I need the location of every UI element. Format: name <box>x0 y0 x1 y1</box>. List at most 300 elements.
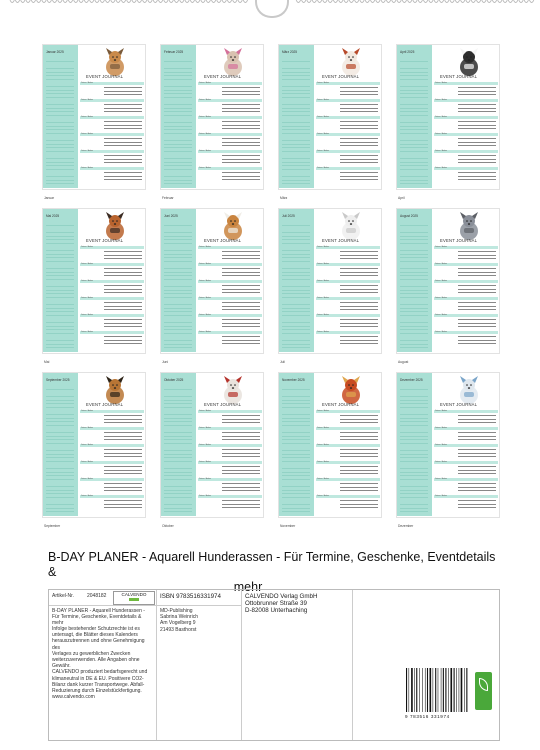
entry-line <box>222 490 260 491</box>
journal-entries <box>198 410 262 514</box>
entry-line <box>104 507 142 508</box>
entry-line <box>222 159 260 160</box>
entry-line <box>104 456 142 457</box>
entry-label: Datum / Anlass <box>435 444 448 446</box>
month-label: Januar <box>44 196 55 200</box>
entry-line <box>222 138 260 139</box>
entry-label: Datum / Anlass <box>81 167 94 169</box>
month-card <box>276 208 388 364</box>
journal-entry <box>80 116 144 133</box>
logo-stripe <box>129 598 139 601</box>
entry-line <box>340 504 378 505</box>
entry-line <box>340 145 378 146</box>
entry-line <box>222 272 260 273</box>
entry-line <box>458 490 496 491</box>
info-column-barcode <box>353 590 499 740</box>
author-line: Am Vogelberg 9 <box>160 620 196 627</box>
journal-entry <box>198 495 262 512</box>
entry-label: Datum / Anlass <box>199 99 212 101</box>
entry-line <box>458 336 496 337</box>
month-card <box>40 372 152 528</box>
entry-line <box>458 326 496 327</box>
entry-line <box>222 306 260 307</box>
journal-entry <box>316 116 380 133</box>
journal-entry <box>434 246 498 263</box>
date-lines <box>46 386 74 514</box>
entry-label: Datum / Anlass <box>317 331 330 333</box>
journal-entry <box>434 82 498 99</box>
month-label: September <box>44 524 61 528</box>
wire-binding <box>0 0 540 36</box>
journal-entry <box>198 297 262 314</box>
barcode-number: 9 783516 331974 <box>405 714 450 719</box>
entry-line <box>104 272 142 273</box>
dog-watercolor-icon <box>334 47 368 77</box>
entry-line <box>340 128 378 129</box>
entry-line <box>458 453 496 454</box>
entry-line <box>104 292 142 293</box>
entry-line <box>340 289 378 290</box>
entry-line <box>222 504 260 505</box>
entry-line <box>222 336 260 337</box>
date-lines <box>282 386 310 514</box>
dog-watercolor-icon <box>334 211 368 241</box>
dog-watercolor-icon <box>98 47 132 77</box>
date-lines <box>282 222 310 350</box>
journal-entry <box>316 133 380 150</box>
entry-line <box>104 422 142 423</box>
entry-label: Datum / Anlass <box>199 444 212 446</box>
entry-label: Datum / Anlass <box>81 150 94 152</box>
entry-line <box>340 439 378 440</box>
entry-label: Datum / Anlass <box>317 478 330 480</box>
entry-line <box>104 94 142 95</box>
dog-watercolor-icon <box>334 375 368 405</box>
author-address <box>160 608 198 633</box>
entry-line <box>340 326 378 327</box>
journal-entry <box>80 410 144 427</box>
entry-label: Datum / Anlass <box>317 297 330 299</box>
journal-entry <box>198 478 262 495</box>
entry-line <box>104 309 142 310</box>
entry-label: Datum / Anlass <box>81 82 94 84</box>
journal-entry <box>198 133 262 150</box>
entry-line <box>340 94 378 95</box>
event-journal-heading: EVENT JOURNAL <box>204 402 242 407</box>
legal-line: Reduzierung durch Einzelstückfertigung. <box>52 688 142 695</box>
journal-entry <box>434 461 498 478</box>
entry-label: Datum / Anlass <box>81 116 94 118</box>
journal-entries <box>80 246 144 350</box>
entry-label: Datum / Anlass <box>81 314 94 316</box>
entry-line <box>340 340 378 341</box>
entry-line <box>458 432 496 433</box>
journal-entry <box>80 427 144 444</box>
journal-entry <box>80 150 144 167</box>
entry-line <box>222 456 260 457</box>
entry-line <box>222 432 260 433</box>
month-card <box>40 44 152 200</box>
dog-watercolor-icon <box>98 375 132 405</box>
entry-line <box>222 87 260 88</box>
month-header: Oktober 2025 <box>164 378 184 382</box>
entry-line <box>104 91 142 92</box>
entry-label: Datum / Anlass <box>199 167 212 169</box>
entry-label: Datum / Anlass <box>199 427 212 429</box>
entry-line <box>104 470 142 471</box>
entry-line <box>340 87 378 88</box>
month-card <box>276 372 388 528</box>
entry-line <box>222 145 260 146</box>
entry-line <box>340 176 378 177</box>
entry-line <box>458 507 496 508</box>
entry-label: Datum / Anlass <box>81 427 94 429</box>
entry-label: Datum / Anlass <box>317 495 330 497</box>
journal-entry <box>80 280 144 297</box>
entry-line <box>340 179 378 180</box>
dog-watercolor-icon <box>452 211 486 241</box>
product-info-box <box>48 589 500 741</box>
event-journal-heading: EVENT JOURNAL <box>440 74 478 79</box>
entry-label: Datum / Anlass <box>81 495 94 497</box>
month-header: Juli 2025 <box>282 214 295 218</box>
entry-line <box>458 449 496 450</box>
entry-label: Datum / Anlass <box>317 410 330 412</box>
month-label: November <box>280 524 296 528</box>
entry-line <box>104 87 142 88</box>
entry-line <box>458 289 496 290</box>
entry-line <box>340 453 378 454</box>
journal-entry <box>316 410 380 427</box>
dog-watercolor-icon <box>452 47 486 77</box>
entry-line <box>104 302 142 303</box>
entry-line <box>222 340 260 341</box>
month-label: Dezember <box>398 524 414 528</box>
month-header: Juni 2025 <box>164 214 178 218</box>
entry-label: Datum / Anlass <box>435 280 448 282</box>
entry-line <box>222 258 260 259</box>
entry-label: Datum / Anlass <box>435 167 448 169</box>
entry-label: Datum / Anlass <box>81 410 94 412</box>
journal-entries <box>316 410 380 514</box>
entry-line <box>458 439 496 440</box>
entry-line <box>104 285 142 286</box>
journal-entry <box>316 461 380 478</box>
entry-line <box>458 473 496 474</box>
entry-line <box>340 422 378 423</box>
entry-line <box>458 302 496 303</box>
entry-line <box>340 111 378 112</box>
journal-entry <box>80 167 144 184</box>
entry-line <box>104 432 142 433</box>
entry-label: Datum / Anlass <box>435 297 448 299</box>
entry-line <box>104 258 142 259</box>
entry-line <box>340 419 378 420</box>
dog-watercolor-icon <box>452 375 486 405</box>
entry-label: Datum / Anlass <box>317 82 330 84</box>
legal-line: untersagt, die Blätter dieses Kalenders <box>52 632 138 639</box>
entry-line <box>340 91 378 92</box>
event-journal-heading: EVENT JOURNAL <box>322 402 360 407</box>
entry-line <box>458 255 496 256</box>
entry-line <box>458 162 496 163</box>
publisher-address <box>245 593 317 614</box>
entry-line <box>340 456 378 457</box>
journal-entry <box>316 314 380 331</box>
entry-line <box>458 142 496 143</box>
journal-entry <box>316 444 380 461</box>
entry-line <box>104 500 142 501</box>
entry-line <box>222 94 260 95</box>
journal-entry <box>80 444 144 461</box>
entry-line <box>104 251 142 252</box>
entry-line <box>104 138 142 139</box>
entry-line <box>222 268 260 269</box>
entry-label: Datum / Anlass <box>435 461 448 463</box>
journal-entries <box>80 410 144 514</box>
entry-line <box>340 275 378 276</box>
entry-line <box>104 125 142 126</box>
journal-entries <box>316 246 380 350</box>
entry-line <box>340 466 378 467</box>
journal-entry <box>80 263 144 280</box>
journal-entry <box>434 133 498 150</box>
month-header: März 2025 <box>282 50 298 54</box>
entry-label: Datum / Anlass <box>317 444 330 446</box>
entry-line <box>222 483 260 484</box>
entry-label: Datum / Anlass <box>81 133 94 135</box>
entry-line <box>222 125 260 126</box>
entry-line <box>222 121 260 122</box>
entry-line <box>222 453 260 454</box>
entry-line <box>458 500 496 501</box>
entry-line <box>458 268 496 269</box>
date-lines <box>164 58 192 186</box>
entry-label: Datum / Anlass <box>199 331 212 333</box>
journal-entry <box>434 263 498 280</box>
journal-entry <box>80 297 144 314</box>
entry-label: Datum / Anlass <box>199 478 212 480</box>
journal-entries <box>198 82 262 186</box>
entry-line <box>104 159 142 160</box>
entry-line <box>222 449 260 450</box>
entry-line <box>104 121 142 122</box>
entry-line <box>458 258 496 259</box>
month-card <box>158 372 270 528</box>
entry-label: Datum / Anlass <box>435 150 448 152</box>
article-number: 2048182 <box>87 593 107 599</box>
entry-line <box>458 159 496 160</box>
entry-label: Datum / Anlass <box>199 461 212 463</box>
journal-entry <box>198 150 262 167</box>
entry-line <box>340 336 378 337</box>
entry-line <box>340 302 378 303</box>
journal-entry <box>434 116 498 133</box>
journal-entry <box>198 314 262 331</box>
journal-entry <box>316 427 380 444</box>
journal-entries <box>80 82 144 186</box>
entry-line <box>458 272 496 273</box>
journal-entry <box>198 444 262 461</box>
journal-entry <box>80 82 144 99</box>
entry-label: Datum / Anlass <box>81 246 94 248</box>
entry-label: Datum / Anlass <box>435 263 448 265</box>
journal-entry <box>80 331 144 348</box>
journal-entry <box>434 99 498 116</box>
entry-line <box>340 162 378 163</box>
entry-line <box>340 449 378 450</box>
entry-label: Datum / Anlass <box>199 297 212 299</box>
entry-label: Datum / Anlass <box>199 82 212 84</box>
entry-label: Datum / Anlass <box>435 246 448 248</box>
entry-line <box>458 340 496 341</box>
entry-line <box>104 483 142 484</box>
entry-line <box>104 419 142 420</box>
entry-line <box>104 449 142 450</box>
journal-entry <box>316 263 380 280</box>
entry-line <box>222 507 260 508</box>
divider <box>157 605 241 606</box>
entry-line <box>340 470 378 471</box>
date-lines <box>282 58 310 186</box>
event-journal-heading: EVENT JOURNAL <box>86 74 124 79</box>
entry-line <box>458 251 496 252</box>
journal-entries <box>434 246 498 350</box>
entry-line <box>340 473 378 474</box>
entry-line <box>340 306 378 307</box>
journal-entry <box>434 410 498 427</box>
month-header: Februar 2025 <box>164 50 184 54</box>
journal-entries <box>316 82 380 186</box>
entry-line <box>104 504 142 505</box>
entry-line <box>458 138 496 139</box>
entry-line <box>340 285 378 286</box>
entry-label: Datum / Anlass <box>81 99 94 101</box>
entry-line <box>340 500 378 501</box>
entry-label: Datum / Anlass <box>199 263 212 265</box>
entry-label: Datum / Anlass <box>317 461 330 463</box>
info-column-article <box>49 590 157 740</box>
month-card <box>394 372 506 528</box>
event-journal-heading: EVENT JOURNAL <box>440 238 478 243</box>
entry-line <box>340 483 378 484</box>
isbn: ISBN 9783516331974 <box>160 593 221 600</box>
entry-label: Datum / Anlass <box>81 478 94 480</box>
entry-line <box>104 145 142 146</box>
legal-line: Gewähr. <box>52 663 71 670</box>
entry-line <box>340 121 378 122</box>
event-journal-heading: EVENT JOURNAL <box>322 238 360 243</box>
entry-label: Datum / Anlass <box>435 99 448 101</box>
entry-line <box>222 439 260 440</box>
calendar-overview-grid <box>40 44 500 536</box>
entry-label: Datum / Anlass <box>199 410 212 412</box>
entry-line <box>340 125 378 126</box>
article-label: Artikel-Nr. <box>52 593 74 599</box>
date-lines <box>164 386 192 514</box>
journal-entry <box>198 331 262 348</box>
entry-label: Datum / Anlass <box>199 150 212 152</box>
entry-line <box>222 155 260 156</box>
entry-line <box>104 340 142 341</box>
entry-line <box>222 179 260 180</box>
entry-line <box>104 255 142 256</box>
journal-entry <box>316 167 380 184</box>
entry-line <box>104 128 142 129</box>
legal-line: klimaneutral in DE & EU. Positivere CO2- <box>52 675 144 682</box>
entry-label: Datum / Anlass <box>435 82 448 84</box>
legal-line: herauszutrennen und ohne Genehmigung des <box>52 638 145 651</box>
entry-line <box>104 162 142 163</box>
entry-line <box>222 108 260 109</box>
entry-line <box>340 415 378 416</box>
month-card <box>158 208 270 364</box>
entry-line <box>104 155 142 156</box>
journal-entry <box>80 478 144 495</box>
entry-label: Datum / Anlass <box>317 427 330 429</box>
publisher-line: CALVENDO Verlag GmbH <box>245 593 318 600</box>
entry-line <box>340 490 378 491</box>
entry-label: Datum / Anlass <box>317 280 330 282</box>
entry-line <box>340 268 378 269</box>
entry-line <box>222 289 260 290</box>
journal-entry <box>80 495 144 512</box>
entry-label: Datum / Anlass <box>435 314 448 316</box>
entry-line <box>104 268 142 269</box>
journal-entry <box>198 461 262 478</box>
entry-label: Datum / Anlass <box>317 150 330 152</box>
legal-line: Infolge bestehender Schutzrechte ist es <box>52 626 140 632</box>
journal-entry <box>316 280 380 297</box>
dog-watercolor-icon <box>216 375 250 405</box>
entry-label: Datum / Anlass <box>317 263 330 265</box>
entry-line <box>104 439 142 440</box>
entry-line <box>222 436 260 437</box>
legal-line: www.calvendo.com <box>52 694 95 701</box>
entry-label: Datum / Anlass <box>435 427 448 429</box>
entry-line <box>222 162 260 163</box>
entry-line <box>458 128 496 129</box>
entry-line <box>340 159 378 160</box>
entry-line <box>104 326 142 327</box>
entry-line <box>340 507 378 508</box>
legal-line: Verlages zu gewerblichen Zwecken <box>52 650 131 657</box>
journal-entry <box>80 461 144 478</box>
entry-label: Datum / Anlass <box>435 410 448 412</box>
info-column-isbn <box>157 590 242 740</box>
entry-line <box>458 94 496 95</box>
entry-line <box>104 275 142 276</box>
entry-line <box>458 504 496 505</box>
entry-label: Datum / Anlass <box>81 263 94 265</box>
entry-line <box>340 255 378 256</box>
dog-watercolor-icon <box>216 47 250 77</box>
entry-label: Datum / Anlass <box>317 167 330 169</box>
month-label: April <box>398 196 405 200</box>
journal-entry <box>198 167 262 184</box>
entry-label: Datum / Anlass <box>199 116 212 118</box>
author-line: Sabrina Weinrich <box>160 614 198 621</box>
entry-line <box>222 319 260 320</box>
entry-line <box>458 456 496 457</box>
entry-line <box>222 285 260 286</box>
journal-entry <box>316 478 380 495</box>
event-journal-heading: EVENT JOURNAL <box>204 238 242 243</box>
entry-line <box>104 179 142 180</box>
entry-line <box>458 436 496 437</box>
entry-label: Datum / Anlass <box>317 133 330 135</box>
entry-line <box>222 302 260 303</box>
